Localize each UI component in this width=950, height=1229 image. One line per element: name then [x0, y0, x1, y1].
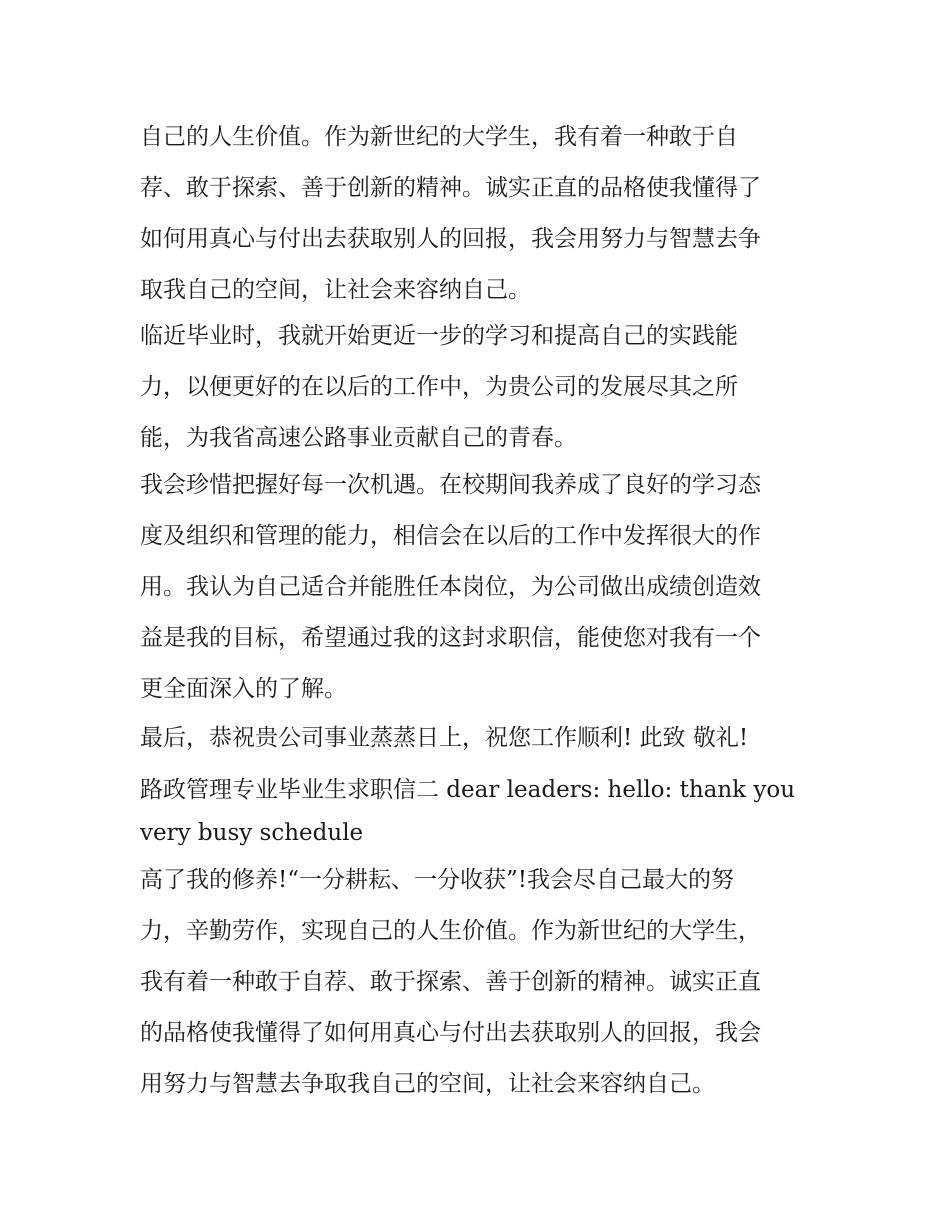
paragraph-line: very busy schedule — [140, 820, 364, 846]
paragraph-line: 我有着一种敢于自荐、敢于探索、善于创新的精神。诚实正直 — [140, 969, 761, 995]
paragraph-line: 路政管理专业毕业生求职信二 dear leaders: hello: thank you — [140, 777, 796, 803]
paragraph-line: 取我自己的空间，让社会来容纳自己。 — [140, 277, 531, 303]
paragraph-2 — [140, 311, 830, 464]
paragraph-line: 如何用真心与付出去获取别人的回报，我会用努力与智慧去争 — [140, 226, 761, 252]
paragraph-line: 最后，恭祝贵公司事业蒸蒸日上，祝您工作顺利! 此致 敬礼! — [140, 725, 749, 751]
paragraph-line: 的品格使我懂得了如何用真心与付出去获取别人的回报，我会 — [140, 1020, 761, 1046]
paragraph-5 — [140, 769, 830, 855]
paragraph-line: 我会珍惜把握好每一次机遇。在校期间我养成了良好的学习态 — [140, 472, 761, 498]
paragraph-line: 临近毕业时，我就开始更近一步的学习和提高自己的实践能 — [140, 323, 738, 349]
paragraph-4 — [140, 713, 830, 764]
paragraph-line: 自己的人生价值。作为新世纪的大学生，我有着一种敢于自 — [140, 124, 738, 150]
paragraph-line: 力，辛勤劳作，实现自己的人生价值。作为新世纪的大学生， — [140, 918, 761, 944]
paragraph-line: 用努力与智慧去争取我自己的空间，让社会来容纳自己。 — [140, 1071, 715, 1097]
paragraph-line: 益是我的目标，希望通过我的这封求职信，能使您对我有一个 — [140, 625, 761, 651]
paragraph-3 — [140, 460, 830, 715]
paragraph-line: 力，以便更好的在以后的工作中，为贵公司的发展尽其之所 — [140, 374, 738, 400]
paragraph-line: 更全面深入的了解。 — [140, 676, 347, 702]
paragraph-1 — [140, 112, 830, 316]
paragraph-line: 度及组织和管理的能力，相信会在以后的工作中发挥很大的作 — [140, 523, 761, 549]
paragraph-6 — [140, 855, 830, 1110]
paragraph-line: 用。我认为自己适合并能胜任本岗位，为公司做出成绩创造效 — [140, 574, 761, 600]
paragraph-line: 能，为我省高速公路事业贡献自己的青春。 — [140, 425, 577, 451]
paragraph-line: 高了我的修养!“一分耕耘、一分收获”!我会尽自己最大的努 — [140, 867, 735, 893]
paragraph-line: 荐、敢于探索、善于创新的精神。诚实正直的品格使我懂得了 — [140, 175, 761, 201]
